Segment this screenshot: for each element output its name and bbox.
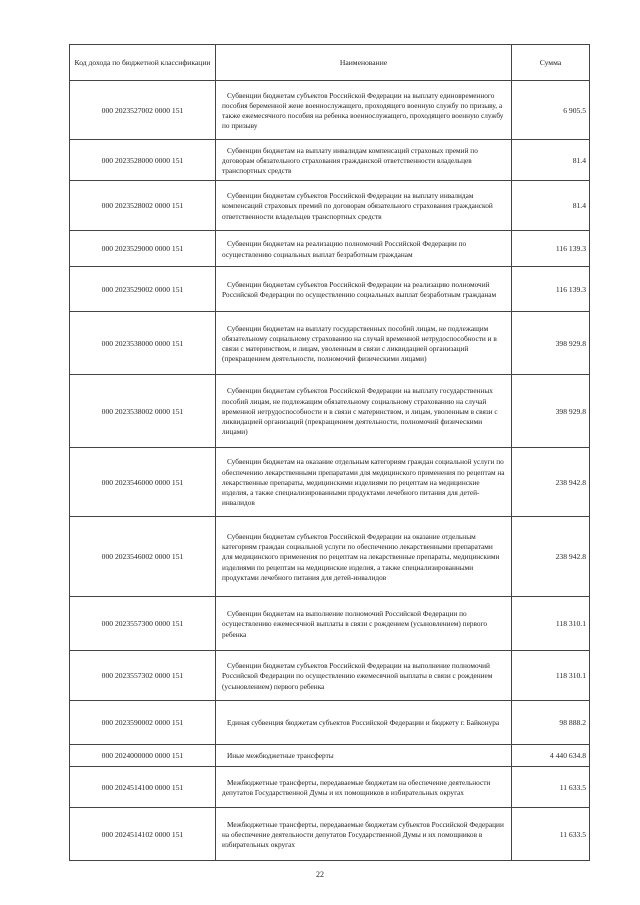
sum-cell: 11 633.5 (512, 767, 590, 808)
name-cell: Субвенции бюджетам на выплату инвалидам компенсаций страховых премий по договорам обязательного страхования гражданской ответственности владельцев транспортных средств (216, 140, 512, 181)
sum-cell: 118 310.1 (512, 597, 590, 651)
sum-cell: 116 139.3 (512, 267, 590, 312)
table-row (70, 448, 590, 517)
code-cell: 000 2023528002 0000 151 (70, 181, 216, 231)
name-cell: Межбюджетные трансферты, передаваемые бюджетам на обеспечение деятельности депутатов Государственной Думы и их помощников в избирательных округах (216, 767, 512, 808)
header-name: Наименование (216, 45, 512, 81)
table-row (70, 651, 590, 701)
sum-cell: 398 929.8 (512, 312, 590, 375)
sum-cell: 4 440 634.8 (512, 745, 590, 767)
table-row (70, 140, 590, 181)
code-cell: 000 2023590002 0000 151 (70, 701, 216, 745)
code-cell: 000 2024000000 0000 151 (70, 745, 216, 767)
table-row (70, 231, 590, 267)
page-number: 22 (316, 870, 324, 879)
code-cell: 000 2023529000 0000 151 (70, 231, 216, 267)
name-cell: Иные межбюджетные трансферты (216, 745, 512, 767)
code-cell: 000 2023529002 0000 151 (70, 267, 216, 312)
header-code: Код дохода по бюджетной классификации (70, 45, 216, 81)
name-cell: Субвенции бюджетам субъектов Российской Федерации на оказание отдельным категориям граждан социальной услуги по обеспечению лекарственными препаратами для медицинского применения по рецептам на лекарственные препараты, медицинскими изделиями по рецептам на медицинские изделия, а также специализированными продуктами лечебного питания для детей-инвалидов (216, 517, 512, 597)
budget-revenue-table (69, 44, 590, 861)
code-cell: 000 2023538000 0000 151 (70, 312, 216, 375)
sum-cell: 81.4 (512, 140, 590, 181)
table-row (70, 181, 590, 231)
table-row (70, 375, 590, 448)
code-cell: 000 2023538002 0000 151 (70, 375, 216, 448)
table-row (70, 312, 590, 375)
name-cell: Субвенции бюджетам субъектов Российской Федерации на выплату государственных пособий лицам, не подлежащим обязательному социальному страхованию на случай временной нетрудоспособности и в связи с материнством, и лицам, уволенным в связи с ликвидацией организаций (прекращением деятельности, полномочий физическими лицами) (216, 375, 512, 448)
code-cell: 000 2024514102 0000 151 (70, 808, 216, 861)
sum-cell: 81.4 (512, 181, 590, 231)
sum-cell: 238 942.8 (512, 448, 590, 517)
name-cell: Субвенции бюджетам субъектов Российской Федерации на выплату единовременного пособия беременной жене военнослужащего, проходящего военную службу по призыву, а также ежемесячного пособия на ребенка военнослужащего, проходящего военную службу по призыву (216, 81, 512, 140)
code-cell: 000 2023546000 0000 151 (70, 448, 216, 517)
code-cell: 000 2023546002 0000 151 (70, 517, 216, 597)
table-row (70, 517, 590, 597)
code-cell: 000 2023557300 0000 151 (70, 597, 216, 651)
sum-cell: 398 929.8 (512, 375, 590, 448)
code-cell: 000 2023527002 0000 151 (70, 81, 216, 140)
sum-cell: 238 942.8 (512, 517, 590, 597)
table-row (70, 597, 590, 651)
table-header-row (70, 45, 590, 81)
code-cell: 000 2024514100 0000 151 (70, 767, 216, 808)
table-row (70, 767, 590, 808)
name-cell: Субвенции бюджетам на оказание отдельным категориям граждан социальной услуги по обеспечению лекарственными препаратами для медицинского применения по рецептам на лекарственные препараты, медицинскими изделиями по рецептам на медицинские изделия, а также специализированными продуктами лечебного питания для детей-инвалидов (216, 448, 512, 517)
name-cell: Межбюджетные трансферты, передаваемые бюджетам субъектов Российской Федерации на обеспечение деятельности депутатов Государственной Думы и их помощников в избирательных округах (216, 808, 512, 861)
table-row (70, 267, 590, 312)
name-cell: Субвенции бюджетам на реализацию полномочий Российской Федерации по осуществлению социальных выплат безработным гражданам (216, 231, 512, 267)
sum-cell: 11 633.5 (512, 808, 590, 861)
table-row (70, 81, 590, 140)
name-cell: Единая субвенция бюджетам субъектов Российской Федерации и бюджету г. Байконура (216, 701, 512, 745)
table-row (70, 701, 590, 745)
sum-cell: 98 888.2 (512, 701, 590, 745)
name-cell: Субвенции бюджетам субъектов Российской Федерации на выполнение полномочий Российской Федерации по осуществлению ежемесячной выплаты в связи с рождением (усыновлением) первого ребенка (216, 651, 512, 701)
code-cell: 000 2023557302 0000 151 (70, 651, 216, 701)
table-row (70, 808, 590, 861)
sum-cell: 6 905.5 (512, 81, 590, 140)
name-cell: Субвенции бюджетам субъектов Российской Федерации на реализацию полномочий Российской Федерации по осуществлению социальных выплат безработным гражданам (216, 267, 512, 312)
sum-cell: 118 310.1 (512, 651, 590, 701)
header-sum: Сумма (512, 45, 590, 81)
sum-cell: 116 139.3 (512, 231, 590, 267)
table-row (70, 745, 590, 767)
code-cell: 000 2023528000 0000 151 (70, 140, 216, 181)
table-body (70, 81, 590, 861)
name-cell: Субвенции бюджетам на выполнение полномочий Российской Федерации по осуществлению ежемесячной выплаты в связи с рождением (усыновлением) первого ребенка (216, 597, 512, 651)
name-cell: Субвенции бюджетам субъектов Российской Федерации на выплату инвалидам компенсаций страховых премий по договорам обязательного страхования гражданской ответственности владельцев транспортных средств (216, 181, 512, 231)
name-cell: Субвенции бюджетам на выплату государственных пособий лицам, не подлежащим обязательному социальному страхованию на случай временной нетрудоспособности и в связи с материнством, и лицам, уволенным в связи с ликвидацией организаций (прекращением деятельности, полномочий физическими лицами) (216, 312, 512, 375)
